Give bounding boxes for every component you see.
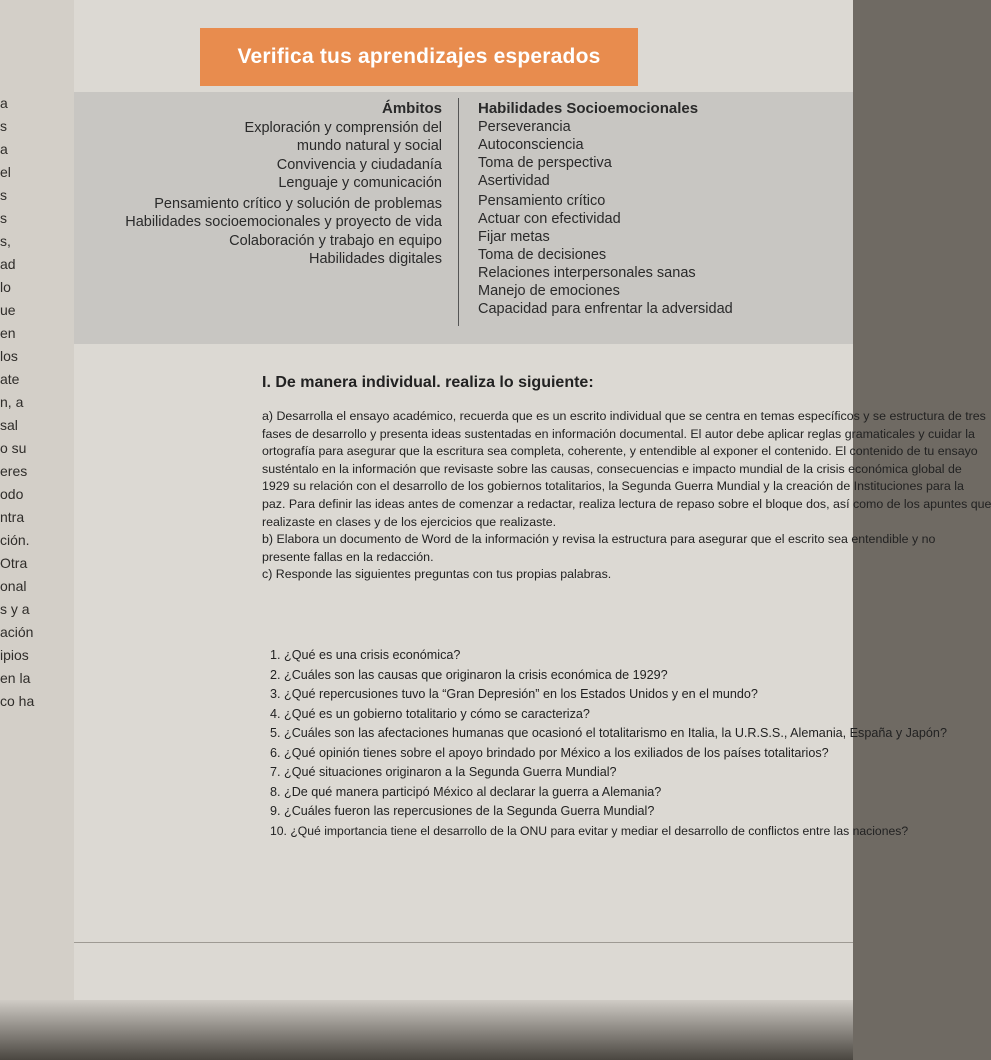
instruction-line: b) Elabora un documento de Word de la información y revisa la estructura para asegurar que el escrito sea entendible y no: [262, 532, 936, 547]
prev-fragment: s y a: [0, 601, 30, 617]
prev-fragment: onal: [0, 578, 27, 594]
prev-fragment: eres: [0, 463, 28, 479]
prev-fragment: s,: [0, 233, 11, 249]
section-title: I. De manera individual. realiza lo siguiente:: [262, 374, 594, 391]
ambito-item: Lenguaje y comunicación: [278, 175, 442, 191]
prev-fragment: odo: [0, 486, 24, 502]
prev-fragment: s: [0, 187, 7, 203]
ambitos-column: [90, 100, 442, 269]
prev-fragment: ad: [0, 256, 16, 272]
prev-fragment: lo: [0, 279, 11, 295]
instructions-block: [262, 408, 991, 584]
question-item: 1. ¿Qué es una crisis económica?: [270, 648, 461, 662]
prev-fragment: en la: [0, 670, 31, 686]
ambito-item: Convivencia y ciudadanía: [276, 156, 442, 173]
instruction-line: paz. Para definir las ideas antes de comenzar a redactar, realiza lectura de repaso sobre el bloque dos, así como de los apuntes que: [262, 496, 991, 511]
column-divider: [458, 98, 459, 326]
instruction-line: susténtalo en la información que revisaste sobre las causas, consecuencias e impacto mundial de la crisis económica global de: [262, 461, 962, 476]
instruction-line: 1929 su relación con el desarrollo de los gobiernos totalitarios, la Segunda Guerra Mundial y la creación de Instituciones para la: [262, 479, 964, 494]
habilidad-item: Autoconsciencia: [478, 137, 584, 153]
banner-title: Verifica tus aprendizajes esperados: [200, 28, 638, 86]
prev-fragment: ipios: [0, 647, 29, 663]
prev-fragment: en: [0, 325, 16, 341]
prev-fragment: a: [0, 95, 8, 111]
habilidad-item: Manejo de emociones: [478, 283, 620, 299]
question-item: 7. ¿Qué situaciones originaron a la Segunda Guerra Mundial?: [270, 765, 617, 779]
habilidad-item: Asertividad: [478, 173, 550, 189]
habilidad-item: Perseverancia: [478, 119, 571, 135]
prev-fragment: s: [0, 210, 7, 226]
ambito-item: Exploración y comprensión del: [244, 119, 442, 136]
prev-fragment: n, a: [0, 394, 24, 410]
prev-fragment: Otra: [0, 555, 28, 571]
prev-fragment: el: [0, 164, 11, 180]
prev-fragment: sal: [0, 417, 18, 433]
habilidad-item: Toma de perspectiva: [478, 155, 612, 171]
question-item: 3. ¿Qué repercusiones tuvo la “Gran Depresión” en los Estados Unidos y en el mundo?: [270, 687, 758, 701]
instruction-line: ortografía para asegurar que la escritura sea completa, coherente, y entendible al exponer el contenido. El contenido de tu ensayo: [262, 444, 978, 459]
prev-fragment: ate: [0, 371, 20, 387]
habilidad-item: Relaciones interpersonales sanas: [478, 265, 696, 281]
photo-bottom-shadow: [0, 1000, 853, 1060]
question-item: 5. ¿Cuáles son las afectaciones humanas que ocasionó el totalitarismo en Italia, la U.R.S.S., Alemania, España y Japón?: [270, 726, 947, 740]
instruction-line: fases de desarrollo y presenta ideas sustentadas en información documental. El autor debe aplicar reglas gramaticales y cuidar la: [262, 426, 975, 441]
previous-page-text-fragments: [0, 92, 74, 713]
question-item: 4. ¿Qué es un gobierno totalitario y cómo se caracteriza?: [270, 706, 590, 721]
ambito-item: mundo natural y social: [296, 138, 442, 154]
habilidades-column: [478, 100, 848, 318]
previous-page-edge: [0, 0, 74, 1060]
prev-fragment: s: [0, 118, 7, 134]
ambito-item: Habilidades socioemocionales y proyecto de vida: [125, 214, 442, 230]
prev-fragment: ción.: [0, 532, 30, 548]
instruction-line: c) Responde las siguientes preguntas con tus propias palabras.: [262, 567, 612, 582]
instruction-line: a) Desarrolla el ensayo académico, recuerda que es un escrito individual que se centra en temas específicos y se estructura de tres: [262, 409, 986, 423]
prev-fragment: ntra: [0, 509, 25, 525]
ambito-item: Colaboración y trabajo en equipo: [229, 232, 442, 249]
habilidad-item: Pensamiento crítico: [478, 193, 606, 209]
question-item: 2. ¿Cuáles son las causas que originaron la crisis económica de 1929?: [270, 667, 668, 682]
page-rule: [74, 942, 853, 943]
habilidad-item: Fijar metas: [478, 229, 550, 245]
instruction-line: realizaste en clases y de los ejercicios que realizaste.: [262, 514, 557, 529]
prev-fragment: co ha: [0, 693, 35, 709]
question-item: 8. ¿De qué manera participó México al declarar la guerra a Alemania?: [270, 784, 662, 799]
question-item: 6. ¿Qué opinión tienes sobre el apoyo brindado por México a los exiliados de los países totalitarios?: [270, 745, 829, 760]
question-item: 10. ¿Qué importancia tiene el desarrollo de la ONU para evitar y mediar el desarrollo de conflictos entre las naciones?: [270, 823, 909, 838]
prev-fragment: o su: [0, 440, 27, 456]
ambito-item: Pensamiento crítico y solución de problemas: [154, 195, 442, 212]
questions-list: [270, 646, 947, 841]
prev-fragment: ación: [0, 624, 34, 640]
habilidad-item: Capacidad para enfrentar la adversidad: [478, 301, 733, 317]
habilidad-item: Actuar con efectividad: [478, 211, 621, 227]
habilidad-item: Toma de decisiones: [478, 247, 607, 263]
prev-fragment: a: [0, 141, 8, 157]
instruction-line: presente fallas en la redacción.: [262, 549, 434, 564]
question-item: 9. ¿Cuáles fueron las repercusiones de la Segunda Guerra Mundial?: [270, 804, 655, 818]
prev-fragment: los: [0, 348, 18, 364]
ambitos-header: Ámbitos: [382, 100, 442, 117]
ambito-item: Habilidades digitales: [309, 251, 442, 267]
habilidades-header: Habilidades Socioemocionales: [478, 100, 699, 117]
prev-fragment: ue: [0, 302, 16, 318]
